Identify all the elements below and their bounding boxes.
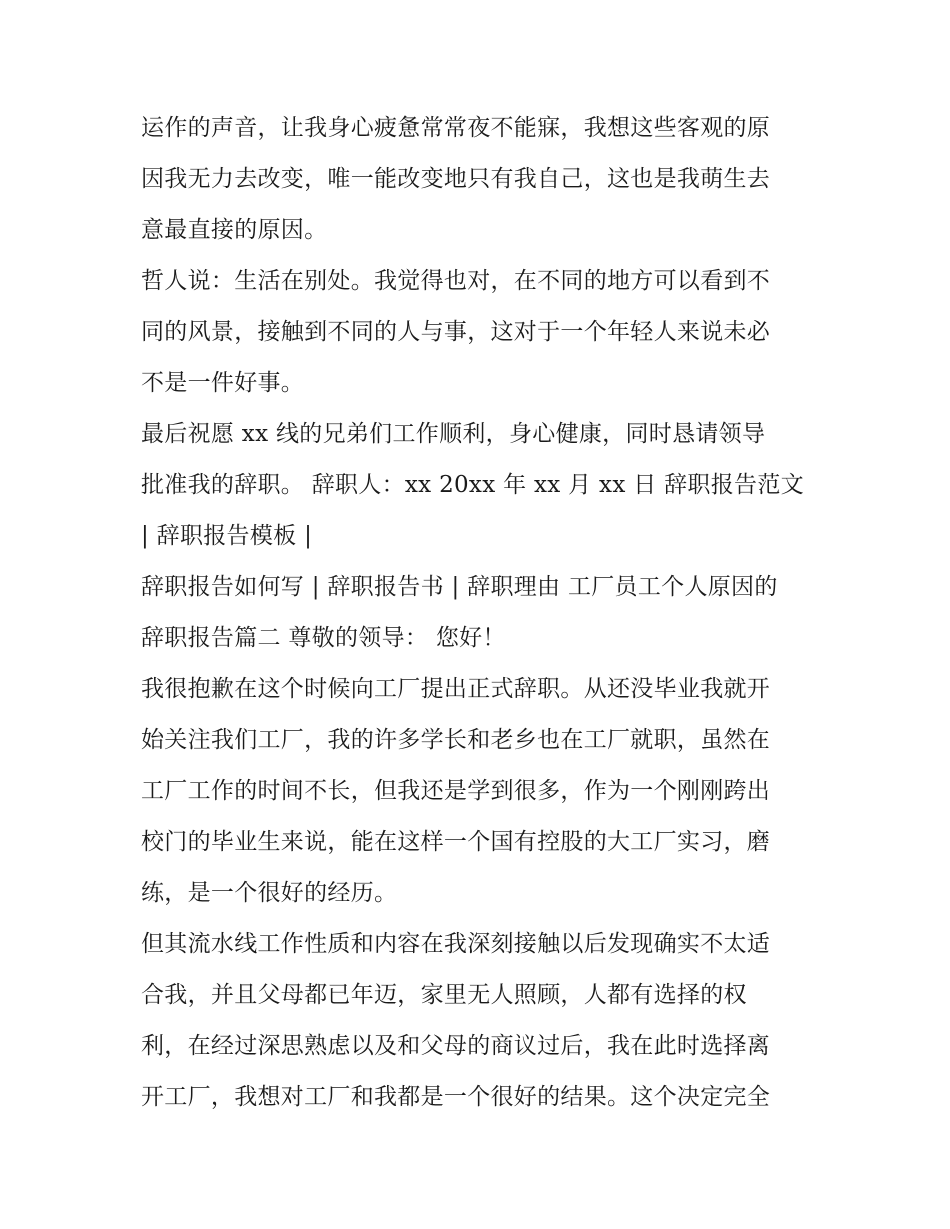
- text-line: 辞职报告如何写 | 辞职报告书 | 辞职理由 工厂员工个人原因的: [141, 574, 778, 600]
- text-line: 练，是一个很好的经历。: [141, 880, 398, 906]
- text-line: 但其流水线工作性质和内容在我深刻接触以后发现确实不太适: [141, 931, 771, 957]
- text-line: 意最直接的原因。: [141, 217, 328, 243]
- text-line: 哲人说：生活在别处。我觉得也对，在不同的地方可以看到不: [141, 268, 771, 294]
- text-line: 开工厂，我想对工厂和我都是一个很好的结果。这个决定完全: [141, 1084, 771, 1110]
- text-line: 校门的毕业生来说，能在这样一个国有控股的大工厂实习，磨: [141, 829, 771, 855]
- text-line: 运作的声音，让我身心疲惫常常夜不能寐，我想这些客观的原: [141, 115, 771, 141]
- text-line: 同的风景，接触到不同的人与事，这对于一个年轻人来说未必: [141, 319, 771, 345]
- text-line: 利，在经过深思熟虑以及和父母的商议过后，我在此时选择离: [141, 1033, 771, 1059]
- document-body: [141, 103, 821, 1123]
- text-line: 因我无力去改变，唯一能改变地只有我自己，这也是我萌生去: [141, 166, 771, 192]
- text-line: 辞职报告篇二 尊敬的领导： 您好！: [141, 625, 506, 651]
- text-line: 工厂工作的时间不长，但我还是学到很多，作为一个刚刚跨出: [141, 778, 771, 804]
- text-line: 批准我的辞职。 辞职人：xx 20xx 年 xx 月 xx 日 辞职报告范文: [141, 472, 804, 498]
- text-line: 我很抱歉在这个时候向工厂提出正式辞职。从还没毕业我就开: [141, 676, 771, 702]
- text-line: 始关注我们工厂，我的许多学长和老乡也在工厂就职，虽然在: [141, 727, 771, 753]
- text-line: 合我，并且父母都已年迈，家里无人照顾，人都有选择的权: [141, 982, 747, 1008]
- text-line: | 辞职报告模板 |: [141, 523, 313, 549]
- text-line: 最后祝愿 xx 线的兄弟们工作顺利，身心健康，同时恳请领导: [141, 421, 766, 447]
- text-line: 不是一件好事。: [141, 370, 305, 396]
